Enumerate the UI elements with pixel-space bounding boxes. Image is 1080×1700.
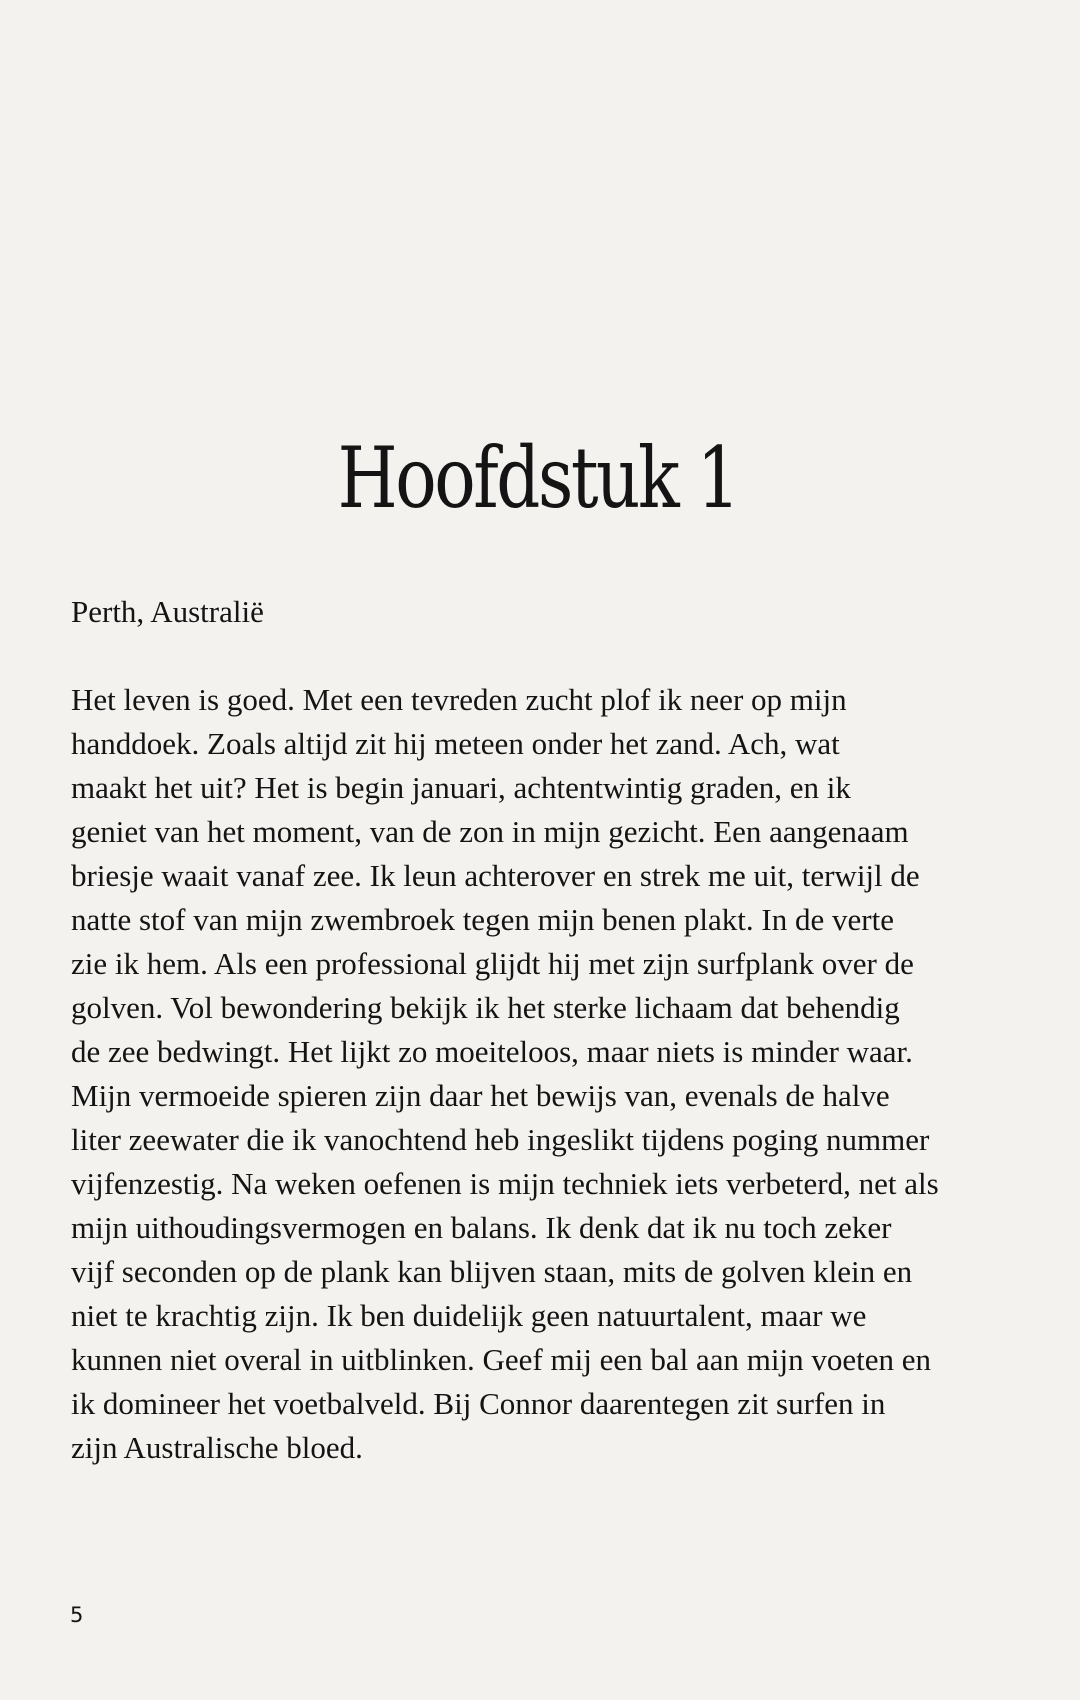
text-line: de zee bedwingt. Het lijkt zo moeiteloos, maar niets is minder waar. <box>71 1034 913 1069</box>
text-line: natte stof van mijn zwembroek tegen mijn benen plakt. In de verte <box>71 902 894 937</box>
text-line: mijn uithoudingsvermogen en balans. Ik denk dat ik nu toch zeker <box>71 1210 892 1245</box>
text-line: handdoek. Zoals altijd zit hij meteen onder het zand. Ach, wat <box>71 726 840 761</box>
text-line: ik domineer het voetbalveld. Bij Connor daarentegen zit surfen in <box>71 1386 886 1421</box>
chapter-title: Hoofdstuk 1 <box>337 429 739 527</box>
text-line: maakt het uit? Het is begin januari, achtentwintig graden, en ik <box>71 770 851 805</box>
text-line: briesje waait vanaf zee. Ik leun achterover en strek me uit, terwijl de <box>71 858 920 893</box>
text-line: kunnen niet overal in uitblinken. Geef mij een bal aan mijn voeten en <box>71 1342 931 1377</box>
text-line: vijf seconden op de plank kan blijven staan, mits de golven klein en <box>71 1254 913 1289</box>
text-line: liter zeewater die ik vanochtend heb ingeslikt tijdens poging nummer <box>71 1122 930 1157</box>
chapter-location: Perth, Australië <box>71 594 264 629</box>
text-line: zie ik hem. Als een professional glijdt hij met zijn surfplank over de <box>71 946 914 981</box>
text-line: Mijn vermoeide spieren zijn daar het bewijs van, evenals de halve <box>71 1078 890 1113</box>
text-line: zijn Australische bloed. <box>71 1430 363 1465</box>
text-line: geniet van het moment, van de zon in mijn gezicht. Een aangenaam <box>71 814 909 849</box>
page-number: 5 <box>70 1603 84 1627</box>
text-line: vijfenzestig. Na weken oefenen is mijn techniek iets verbeterd, net als <box>71 1166 939 1201</box>
body-paragraph <box>71 678 1016 1470</box>
text-line: Het leven is goed. Met een tevreden zucht plof ik neer op mijn <box>71 682 847 717</box>
text-line: golven. Vol bewondering bekijk ik het sterke lichaam dat behendig <box>71 990 900 1025</box>
text-line: niet te krachtig zijn. Ik ben duidelijk geen natuurtalent, maar we <box>71 1298 867 1333</box>
